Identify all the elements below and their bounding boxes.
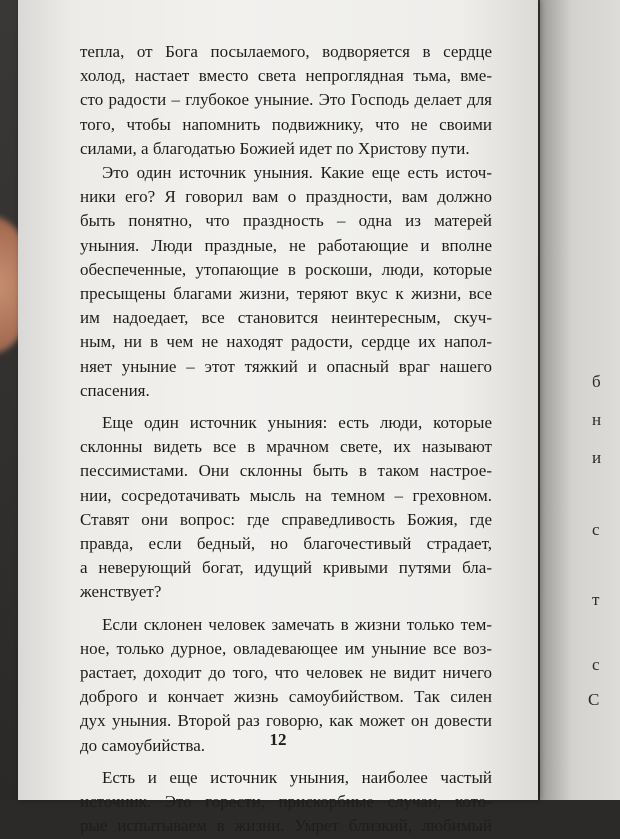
text-line: пресыщены благами жизни, теряют вкус к жизни, все: [80, 284, 492, 304]
text-line: женствует?: [80, 582, 162, 602]
paragraph: [80, 161, 492, 403]
page-number: 12: [269, 730, 287, 749]
text-line: тепла, от Бога посылаемого, водворяется в сердце: [80, 42, 492, 61]
text-line: а неверующий богат, идущий кривыми путями бла-: [80, 558, 492, 578]
text-line: до самоубийства.: [80, 735, 206, 755]
text-line: Если склонен человек замечать в жизни только тем-: [102, 614, 492, 634]
text-line: склонны видеть все в мрачном свете, их называют: [80, 437, 492, 457]
text-line: источник. Это горести, прискорбные случаи, кото-: [80, 792, 492, 812]
text-line: силами, а благодатью Божией идет по Христову пути.: [80, 138, 470, 158]
next-page-letter: н: [592, 410, 602, 429]
text-line: доброго и кончает жизнь самоубийством. Так силен: [80, 687, 492, 707]
next-page-letter: и: [592, 448, 602, 467]
book-page: [18, 0, 538, 836]
text-line: Есть и еще источник уныния, наиболее частый: [102, 767, 492, 787]
text-line: сто радости – глубокое уныние. Это Господь делает для: [80, 90, 492, 110]
text-line: того, чтобы напомнить подвижнику, что не своими: [80, 114, 492, 134]
paragraph: [80, 766, 492, 839]
text-line: нии, сосредотачивать мысль на темном – греховном.: [80, 485, 492, 505]
paragraph: [80, 411, 492, 605]
paragraph: [80, 40, 492, 161]
text-line: ным, ни в чем не находят радости, сердце их напол-: [80, 332, 492, 352]
next-page-letter: б: [592, 372, 601, 391]
text-line: рые испытываем в жизни. Умрет близкий, любимый: [80, 816, 492, 836]
text-line: быть понятно, что праздность – одна из матерей: [80, 211, 492, 231]
text-line: пессимистами. Они склонны быть в таком настрое-: [80, 461, 492, 481]
page-text: [80, 40, 492, 839]
text-line: ники его? Я говорил вам о праздности, вам должно: [80, 187, 492, 207]
next-page-letter: С: [588, 690, 600, 709]
text-line: Еще один источник уныния: есть люди, которые: [102, 413, 492, 433]
text-line: спасения.: [80, 380, 150, 400]
text-line: дух уныния. Второй раз говорю, как может он довести: [80, 711, 492, 731]
text-line: Ставят они вопрос: где справедливость Божия, где: [80, 509, 492, 529]
next-page-letter: с: [592, 655, 600, 674]
text-line: правда, если бедный, но благочестивый страдает,: [80, 534, 492, 554]
text-line: им надоедает, все становится неинтересным, скуч-: [80, 308, 492, 328]
next-page-letter: т: [592, 590, 600, 609]
text-line: ное, только дурное, овладевающее им уныние все воз-: [80, 638, 492, 658]
text-line: обеспеченные, утопающие в роскоши, люди, которые: [80, 259, 492, 279]
next-page-edge: [540, 0, 620, 800]
text-line: уныния. Люди праздные, не работающие и вполне: [80, 235, 492, 255]
text-line: холод, настает вместо света непроглядная тьма, вме-: [80, 66, 492, 86]
text-line: Это один источник уныния. Какие еще есть источ-: [102, 163, 492, 183]
next-page-letter: с: [592, 520, 600, 539]
text-line: растает, доходит до того, что человек не видит ничего: [80, 663, 492, 683]
text-line: няет уныние – этот тяжкий и опасный враг нашего: [80, 356, 492, 376]
